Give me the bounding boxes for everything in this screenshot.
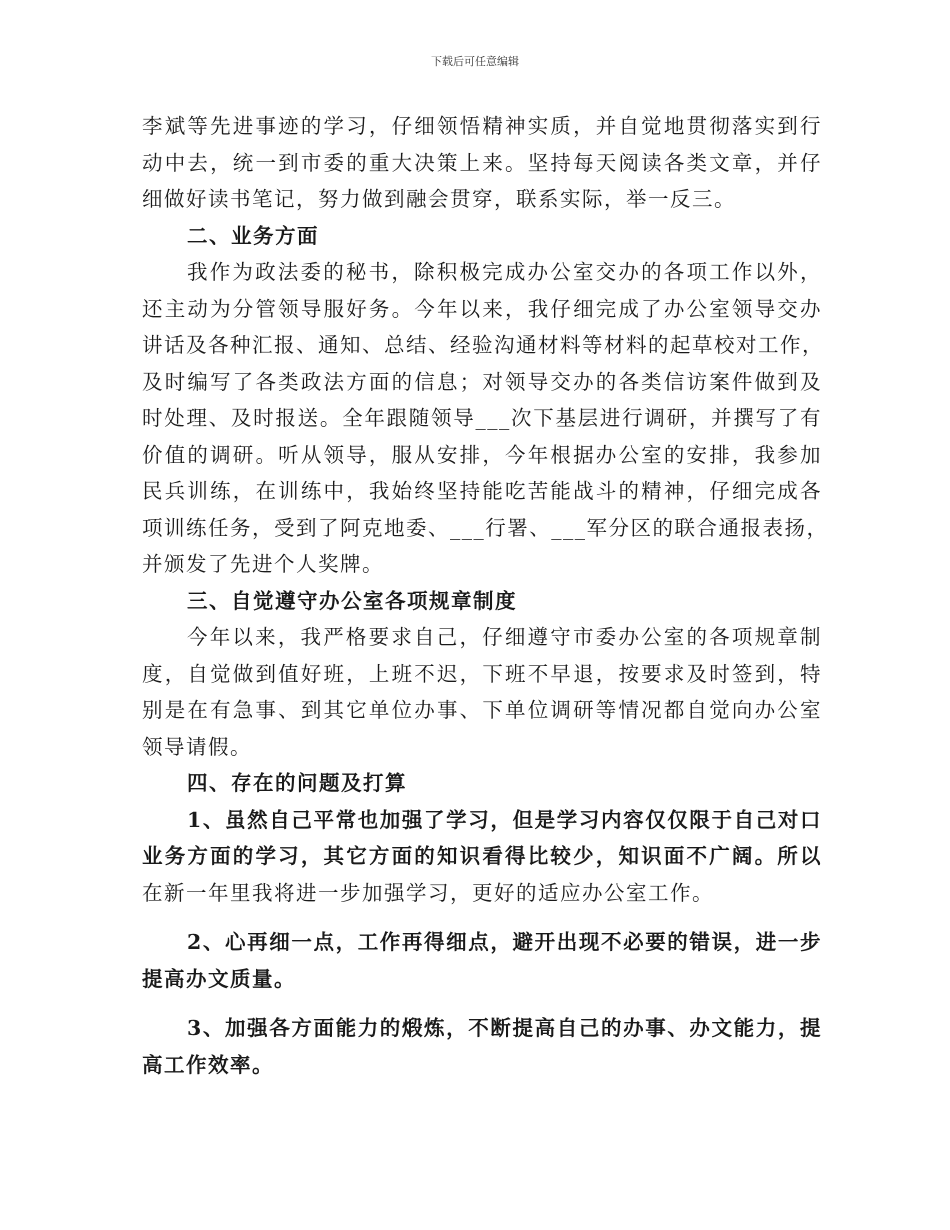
- text-line: 三、自觉遵守办公室各项规章制度: [187, 588, 517, 613]
- paragraph: [142, 218, 822, 255]
- text-line: 提高办文质量。: [142, 966, 296, 991]
- text-line: 别是在有急事、到其它单位办事、下单位调研等情况都自觉向办公室: [142, 698, 822, 722]
- paragraph: [142, 802, 822, 912]
- text-line: 领导请假。: [142, 734, 252, 759]
- text-line: 并颁发了先进个人奖牌。: [142, 552, 384, 576]
- text-line: 2、心再细一点，工作再得细点，避开出现不必要的错误，进一步: [187, 930, 822, 954]
- paragraph: [142, 924, 822, 997]
- text-line: 我作为政法委的秘书，除积极完成办公室交办的各项工作以外，: [187, 260, 822, 284]
- text-line: 讲话及各种汇报、通知、总结、经验沟通材料等材料的起草校对工作，: [142, 333, 824, 357]
- text-line: 在新一年里我将进一步加强学习，更好的适应办公室工作。: [142, 880, 714, 905]
- text-line: 今年以来，我严格要求自己，仔细遵守市委办公室的各项规章制: [187, 625, 822, 649]
- text-line: 民兵训练，在训练中，我始终坚持能吃苦能战斗的精神，仔细完成各: [142, 479, 822, 503]
- text-line: 动中去，统一到市委的重大决策上来。坚持每天阅读各类文章，并仔: [142, 150, 822, 175]
- text-line: 3、加强各方面能力的煅炼，不断提高自己的办事、办文能力，提: [187, 1016, 822, 1040]
- text-line: 项训练任务，受到了阿克地委、___行署、___军分区的联合通报表扬，: [142, 515, 829, 540]
- text-line: 及时编写了各类政法方面的信息；对领导交办的各类信访案件做到及: [142, 369, 822, 394]
- text-line: 二、业务方面: [187, 223, 319, 248]
- document-body: [142, 108, 829, 1083]
- text-line: 时处理、及时报送。全年跟随领导___次下基层进行调研，并撰写了有: [142, 406, 822, 430]
- text-line: 还主动为分管领导服好务。今年以来，我仔细完成了办公室领导交办: [142, 296, 822, 321]
- text-line: 1、虽然自己平常也加强了学习，但是学习内容仅仅限于自己对口: [187, 807, 822, 832]
- text-line: 细做好读书笔记，努力做到融会贯穿，联系实际，举一反三。: [142, 187, 736, 211]
- paragraph: [142, 583, 822, 620]
- text-line: 高工作效率。: [142, 1052, 274, 1077]
- text-line: 李斌等先进事迹的学习，仔细领悟精神实质，并自觉地贯彻落实到行: [142, 114, 822, 138]
- text-line: 四、存在的问题及打算: [187, 771, 407, 795]
- page-header: 下载后可任意编辑: [431, 55, 519, 68]
- text-line: 价值的调研。听从领导，服从安排，今年根据办公室的安排，我参加: [142, 442, 822, 467]
- paragraph: [142, 108, 822, 218]
- text-line: 度，自觉做到值好班，上班不迟，下班不早退，按要求及时签到，特: [142, 661, 822, 686]
- paragraph: [142, 765, 822, 802]
- text-line: 业务方面的学习，其它方面的知识看得比较少，知识面不广阔。所以: [142, 844, 822, 868]
- paragraph: [142, 254, 829, 583]
- paragraph: [142, 619, 822, 765]
- paragraph: [142, 1010, 822, 1083]
